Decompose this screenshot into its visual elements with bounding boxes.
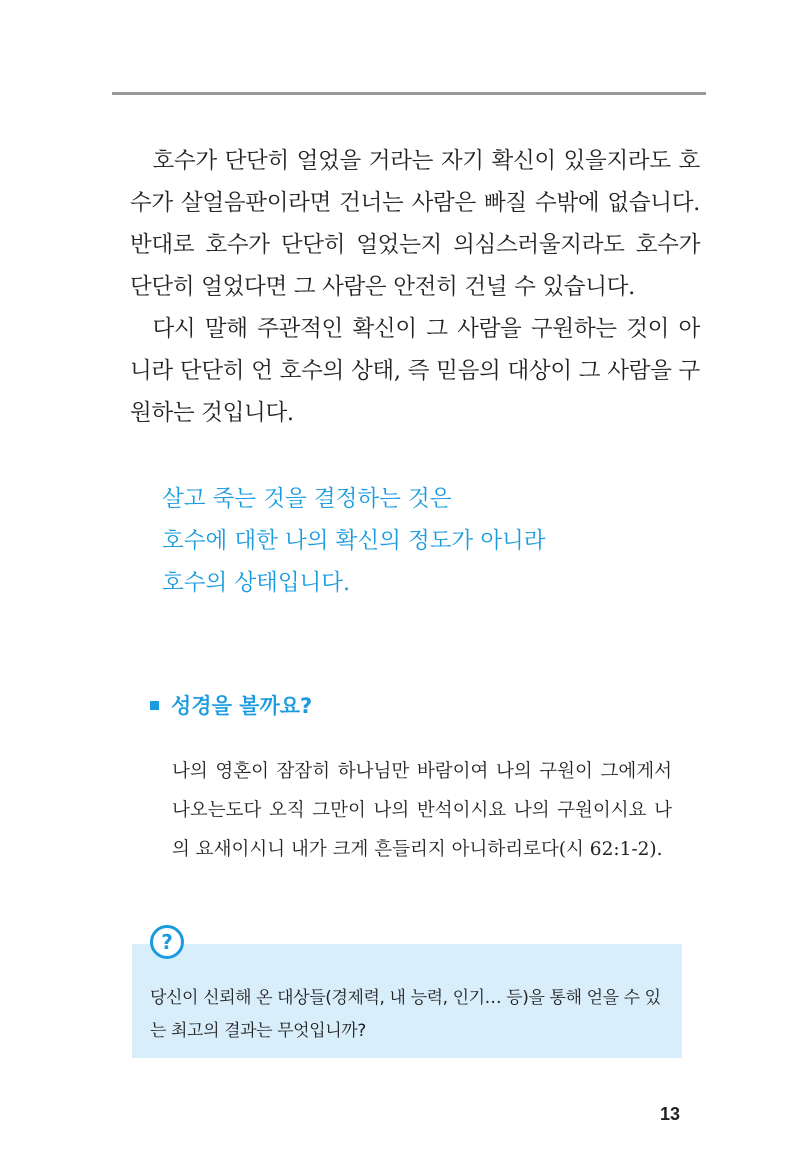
section-heading (150, 690, 312, 720)
page-number: 13 (659, 1104, 680, 1124)
body-paragraph: 다시 말해 주관적인 확신이 그 사람을 구원하는 것이 아니라 단단히 언 호수의 상태, 즉 믿음의 대상이 그 사람을 구원하는 것입니다. (130, 316, 700, 426)
body-paragraph: 호수가 단단히 얼었을 거라는 자기 확신이 있을지라도 호수가 살얼음판이라면 건너는 사람은 빠질 수밖에 없습니다. 반대로 호수가 단단히 얼었는지 의심스러울지라도 호수가 단단히 얼었다면 그 사람은 안전히 건널 수 있습니다. (130, 148, 700, 300)
top-divider (112, 92, 706, 95)
question-mark-icon: ? (150, 925, 184, 959)
highlight-quote (162, 478, 622, 604)
question-text: 당신이 신뢰해 온 대상들(경제력, 내 능력, 인기… 등)을 통해 얻을 수 있는 최고의 결과는 무엇입니까? (150, 988, 661, 1041)
square-bullet-icon (150, 701, 159, 710)
highlight-line: 호수의 상태입니다. (162, 570, 351, 596)
body-text (130, 140, 700, 434)
highlight-line: 살고 죽는 것을 결정하는 것은 (162, 486, 452, 512)
highlight-line: 호수에 대한 나의 확신의 정도가 아니라 (162, 528, 546, 554)
section-heading-label: 성경을 볼까요? (171, 694, 313, 718)
scripture-quote: 나의 영혼이 잠잠히 하나님만 바람이여 나의 구원이 그에게서 나오는도다 오직 그만이 나의 반석이시요 나의 구원이시요 나의 요새이시니 내가 크게 흔들리지 아니하리로다(시 62:1-2). (172, 761, 672, 860)
